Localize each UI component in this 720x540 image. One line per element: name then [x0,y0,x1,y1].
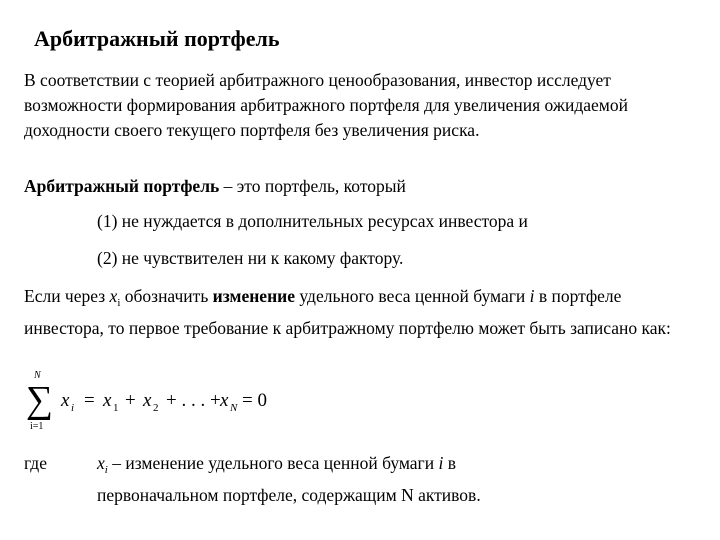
requirement-text-1: Если через [24,286,110,306]
sigma-symbol: ∑ [26,379,54,421]
variable-x: x [109,286,118,306]
condition-1: (1) не нуждается в дополнительных ресурсах инвестора и [97,211,528,231]
where-variable-x: x [97,453,105,473]
plus-sign: + [125,390,136,411]
requirement-emphasis: изменение [212,286,296,306]
term-x2: x [143,390,152,411]
sum-formula [24,368,284,432]
intro-paragraph: В соответствии с теорией арбитражного ценообразования, инвестор исследует возможности формирования арбитражного портфеля для увеличения ожидаемой доходности своего текущего портфеля без увеличения риска. [24,70,628,140]
term-xn: x [220,390,229,411]
ellipsis-plus: + . . . + [166,390,221,411]
where-definition [97,451,547,508]
condition-2: (2) не чувствителен ни к какому фактору. [97,248,404,268]
sum-lower-limit: i=1 [30,421,44,432]
definition-term: Арбитражный портфель [24,176,220,196]
term-x1: x [103,390,112,411]
definition-paragraph [24,174,704,199]
sum-term-sub: i [71,402,75,414]
term-xn-sub: N [230,402,238,414]
equals-sign: = [84,390,95,411]
sum-upper-limit: N [34,370,41,381]
where-label: где [24,453,47,473]
variable-x-subscript: i [117,297,121,309]
requirement-text-4: в портфеле инвестора, то первое требование к арбитражному портфелю может быть записано как: [24,286,671,338]
variable-i: i [529,286,535,306]
requirement-paragraph [24,284,704,341]
term-x1-sub: 1 [113,402,119,414]
where-text-a: – изменение удельного веса ценной бумаги [107,453,439,473]
where-text-b: в первоначальном портфеле, содержащим N активов. [97,453,481,505]
requirement-text-3: удельного веса ценной бумаги [295,286,530,306]
page-title: Арбитражный портфель [34,26,280,51]
where-variable-sub: i [104,464,108,476]
requirement-text-2: обозначить [120,286,213,306]
sum-term-x: x [61,390,70,411]
term-x2-sub: 2 [153,402,159,414]
equals-zero: = 0 [242,390,267,411]
where-variable-i: i [438,453,444,473]
definition-rest: – это портфель, который [219,176,406,196]
